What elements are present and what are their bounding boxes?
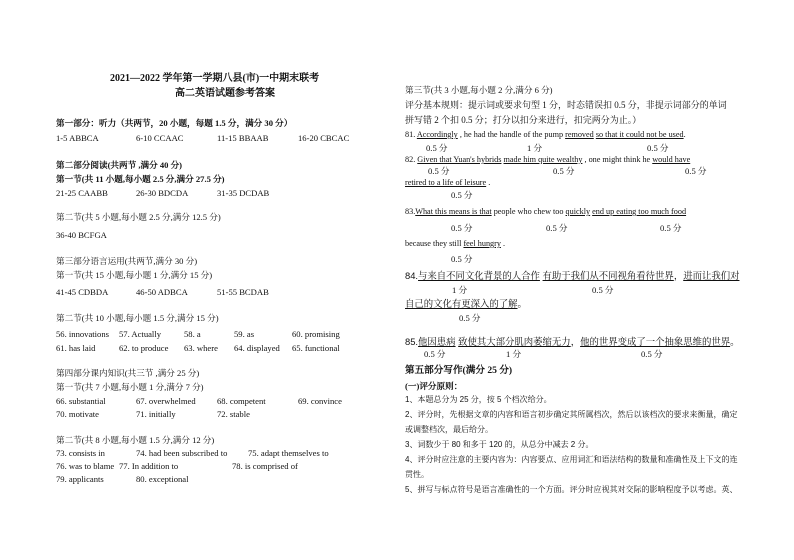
exam-title: 2021—2022 学年第一学期八县(市)一中期末联考 bbox=[110, 73, 320, 84]
part1-heading: 第一部分：听力（共两节，20 小题，每题 1.5 分，满分 30 分） bbox=[56, 118, 293, 128]
part2-answer: 21-25 CAABB bbox=[56, 188, 108, 198]
part2-section1-heading: 第一节(共 11 小题,每小题 2.5 分,满分 27.5 分) bbox=[56, 174, 225, 184]
vocab-answer: 66. substantial bbox=[56, 396, 106, 406]
scoring-principle-item: 贯性。 bbox=[405, 470, 429, 479]
part1-answer: 16-20 CBCAC bbox=[298, 133, 350, 143]
grammar-answer: 59. as bbox=[234, 329, 255, 339]
grammar-answer: 60. promising bbox=[292, 329, 340, 339]
q85-score: 0.5 分 bbox=[641, 349, 663, 359]
q84-score: 0.5 分 bbox=[592, 285, 614, 295]
vocab-answer: 69. convince bbox=[298, 396, 342, 406]
part2-answer: 26-30 BDCDA bbox=[136, 188, 189, 198]
part5-subheading: (一)评分原则： bbox=[405, 381, 463, 391]
scoring-rule-line: 拼写错 2 个扣 0.5 分；打分以扣分来进行，扣完两分为止。） bbox=[405, 115, 642, 125]
q84-score: 0.5 分 bbox=[459, 313, 481, 323]
vocab-answer: 67. overwhelmed bbox=[136, 396, 196, 406]
scoring-principle-item: 1、本题总分为 25 分，按 5 个档次给分。 bbox=[405, 395, 552, 404]
grammar-answer: 63. where bbox=[184, 343, 218, 353]
part1-answer: 1-5 ABBCA bbox=[56, 133, 99, 143]
part3-answer: 51-55 BCDAB bbox=[217, 287, 269, 297]
q85-score: 1 分 bbox=[506, 349, 522, 359]
phrase-answer: 75. adapt themselves to bbox=[248, 448, 329, 458]
part4-section2-heading: 第二节(共 8 小题,每小题 1.5 分,满分 12 分) bbox=[56, 435, 215, 445]
part2-section2-heading: 第二节(共 5 小题,每小题 2.5 分,满分 12.5 分) bbox=[56, 212, 221, 222]
vocab-answer: 68. competent bbox=[217, 396, 266, 406]
q83-score: 0.5 分 bbox=[451, 223, 473, 233]
q83-answer: 83.What this means is that people who chew too quickly end up eating too much food bbox=[405, 207, 687, 216]
q82-score: 0.5 分 bbox=[428, 166, 450, 176]
part4-heading: 第四部分课内知识(共三节 ,满分 25 分) bbox=[56, 368, 200, 378]
phrase-answer: 78. is comprised of bbox=[232, 461, 298, 471]
scoring-principle-item: 3、词数少于 80 和多于 120 的，从总分中减去 2 分。 bbox=[405, 440, 594, 449]
scoring-principle-item: 5、拼写与标点符号是语言准确性的一个方面。评分时应视其对交际的影响程度予以考虑。英、 bbox=[405, 485, 738, 494]
part3-answer: 46-50 ADBCA bbox=[136, 287, 188, 297]
vocab-answer: 70. motivate bbox=[56, 409, 99, 419]
exam-subtitle: 高二英语试题参考答案 bbox=[175, 88, 275, 99]
q84-answer-cont: 自己的文化有更深入的了解。 bbox=[405, 298, 527, 309]
part4-section1-heading: 第一节(共 7 小题,每小题 1 分,满分 7 分) bbox=[56, 382, 204, 392]
phrase-answer: 76. was to blame bbox=[56, 461, 115, 471]
grammar-answer: 61. has laid bbox=[56, 343, 96, 353]
q82-score: 0.5 分 bbox=[685, 166, 707, 176]
phrase-answer: 77. In addition to bbox=[119, 461, 179, 471]
part5-heading: 第五部分写作(满分 25 分) bbox=[405, 365, 513, 376]
scoring-principle-item: 4、评分时应注意的主要内容为：内容要点、应用词汇和语法结构的数量和准确性及上下文的连 bbox=[405, 455, 738, 464]
part3-section1-heading: 第一节(共 15 小题,每小题 1 分,满分 15 分) bbox=[56, 270, 213, 280]
vocab-answer: 72. stable bbox=[217, 409, 250, 419]
phrase-answer: 74. had been subscribed to bbox=[136, 448, 228, 458]
q85-score: 0.5 分 bbox=[424, 349, 446, 359]
q81-score: 0.5 分 bbox=[647, 143, 669, 153]
grammar-answer: 65. functional bbox=[292, 343, 340, 353]
phrase-answer: 73. consists in bbox=[56, 448, 105, 458]
q83-answer-cont: because they still feel hungry . bbox=[405, 239, 506, 248]
grammar-answer: 57. Actually bbox=[119, 329, 162, 339]
grammar-answer: 56. innovations bbox=[56, 329, 109, 339]
scoring-rule-line: 评分基本规则：提示词或要求句型 1 分，时态错误扣 0.5 分，非提示词部分的单词 bbox=[405, 100, 727, 110]
section3-heading: 第三节(共 3 小题,每小题 2 分,满分 6 分) bbox=[405, 85, 553, 95]
q85-answer: 85.他因患病 致使其大部分肌肉萎缩无力，他的世界变成了一个抽象思维的世界。 bbox=[405, 336, 740, 347]
q82-score: 0.5 分 bbox=[451, 190, 473, 200]
q83-score: 0.5 分 bbox=[660, 223, 682, 233]
q83-score: 0.5 分 bbox=[451, 254, 473, 264]
grammar-answer: 58. a bbox=[184, 329, 201, 339]
part2-section2-answer: 36-40 BCFGA bbox=[56, 230, 107, 240]
part2-heading: 第二部分阅读(共两节 ,满分 40 分) bbox=[56, 160, 183, 170]
q83-score: 0.5 分 bbox=[546, 223, 568, 233]
q82-answer-cont: retired to a life of leisure . bbox=[405, 178, 491, 187]
part2-answer: 31-35 DCDAB bbox=[217, 188, 270, 198]
q81-score: 0.5 分 bbox=[426, 143, 448, 153]
q82-answer: 82. Given that Yuan's hybrids made him quite wealthy , one might think he would have bbox=[405, 155, 691, 164]
part3-section2-heading: 第二节(共 10 小题,每小题 1.5 分,满分 15 分) bbox=[56, 313, 219, 323]
part1-answer: 6-10 CCAAC bbox=[136, 133, 184, 143]
phrase-answer: 79. applicants bbox=[56, 474, 104, 484]
q82-score: 0.5 分 bbox=[553, 166, 575, 176]
part3-heading: 第三部分语言运用(共两节,满分 30 分) bbox=[56, 256, 198, 266]
grammar-answer: 64. displayed bbox=[234, 343, 280, 353]
phrase-answer: 80. exceptional bbox=[136, 474, 189, 484]
q84-answer: 84.与来自不同文化背景的人合作 有助于我们从不同视角看待世界，进而让我们对 bbox=[405, 270, 740, 281]
scoring-principle-item: 2、评分时，先根据文章的内容和语言初步确定其所属档次，然后以该档次的要求来衡量，确定 bbox=[405, 410, 738, 419]
part3-answer: 41-45 CDBDA bbox=[56, 287, 109, 297]
q81-score: 1 分 bbox=[527, 143, 543, 153]
vocab-answer: 71. initially bbox=[136, 409, 176, 419]
scoring-principle-item: 或调整档次，最后给分。 bbox=[405, 425, 493, 434]
part1-answer: 11-15 BBAAB bbox=[217, 133, 269, 143]
grammar-answer: 62. to produce bbox=[119, 343, 169, 353]
q84-score: 1 分 bbox=[452, 285, 468, 295]
q81-answer: 81. Accordingly , he had the handle of the pump removed so that it could not be used. bbox=[405, 130, 686, 139]
